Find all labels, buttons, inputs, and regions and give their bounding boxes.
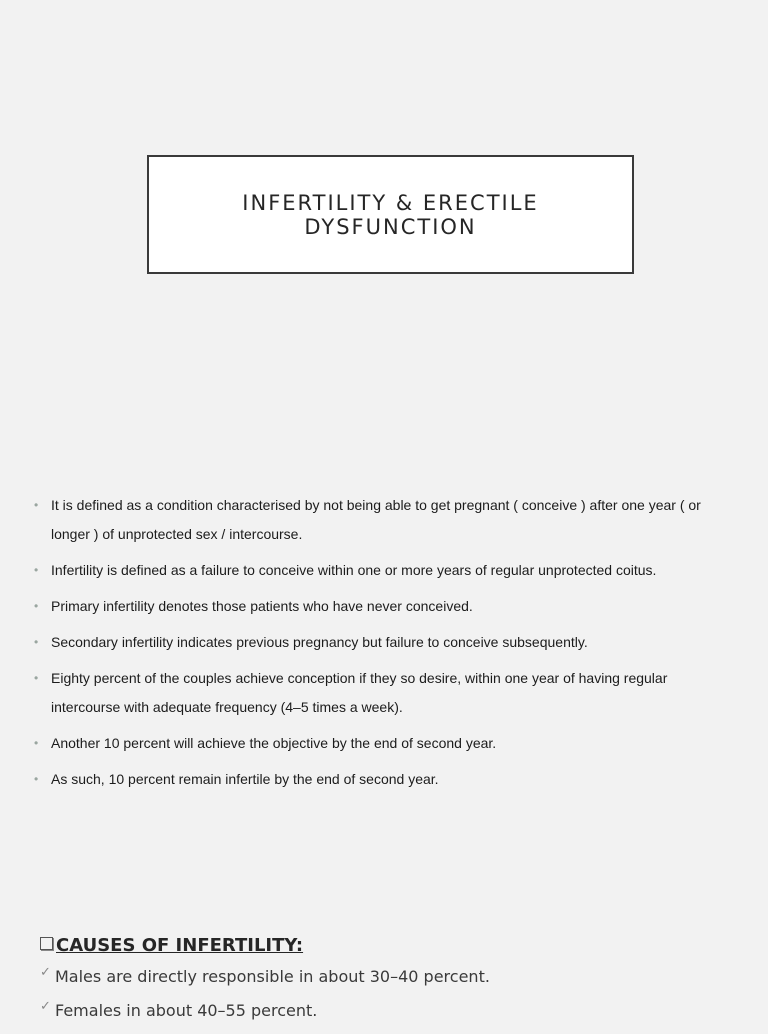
square-outline-icon	[40, 937, 53, 950]
causes-item-text: Males are directly responsible in about 30–40 percent.	[55, 967, 490, 986]
causes-heading	[40, 930, 740, 960]
bullet-dot-icon: •	[34, 671, 39, 685]
bullet-item	[34, 765, 724, 794]
bullet-dot-icon: •	[34, 736, 39, 750]
bullet-item	[34, 491, 724, 549]
bullet-item	[34, 628, 724, 657]
check-icon: ✓	[40, 965, 51, 980]
bullet-item	[34, 592, 724, 621]
bullet-dot-icon: •	[34, 599, 39, 613]
bullet-text: It is defined as a condition characterised by not being able to get pregnant ( conceive ) after one year ( or longer ) of unprotected sex / intercourse.	[51, 497, 701, 542]
bullet-item	[34, 556, 724, 585]
causes-item	[40, 1000, 740, 1022]
bullet-text: Another 10 percent will achieve the objective by the end of second year.	[51, 735, 497, 751]
bullet-text: Primary infertility denotes those patients who have never conceived.	[51, 598, 473, 614]
bullet-dot-icon: •	[34, 563, 39, 577]
causes-heading-text: CAUSES OF INFERTILITY:	[56, 934, 304, 956]
causes-section	[40, 930, 740, 1034]
bullet-dot-icon: •	[34, 635, 39, 649]
page-title: INFERTILITY & ERECTILE DYSFUNCTION	[242, 190, 539, 239]
bullet-text: Eighty percent of the couples achieve conception if they so desire, within one year of having regular intercourse with adequate frequency (4–5 times a week).	[51, 670, 668, 715]
bullet-dot-icon: •	[34, 772, 39, 786]
causes-item-text: Females in about 40–55 percent.	[55, 1001, 318, 1020]
bullet-text: As such, 10 percent remain infertile by the end of second year.	[51, 771, 439, 787]
definition-bullet-list	[34, 491, 724, 801]
bullet-text: Infertility is defined as a failure to conceive within one or more years of regular unprotected coitus.	[51, 562, 657, 578]
causes-item	[40, 966, 740, 988]
bullet-item	[34, 664, 724, 722]
check-icon: ✓	[40, 999, 51, 1014]
bullet-text: Secondary infertility indicates previous pregnancy but failure to conceive subsequently.	[51, 634, 588, 650]
bullet-dot-icon: •	[34, 498, 39, 512]
title-box	[147, 155, 634, 274]
causes-list	[40, 966, 740, 1022]
bullet-item	[34, 729, 724, 758]
